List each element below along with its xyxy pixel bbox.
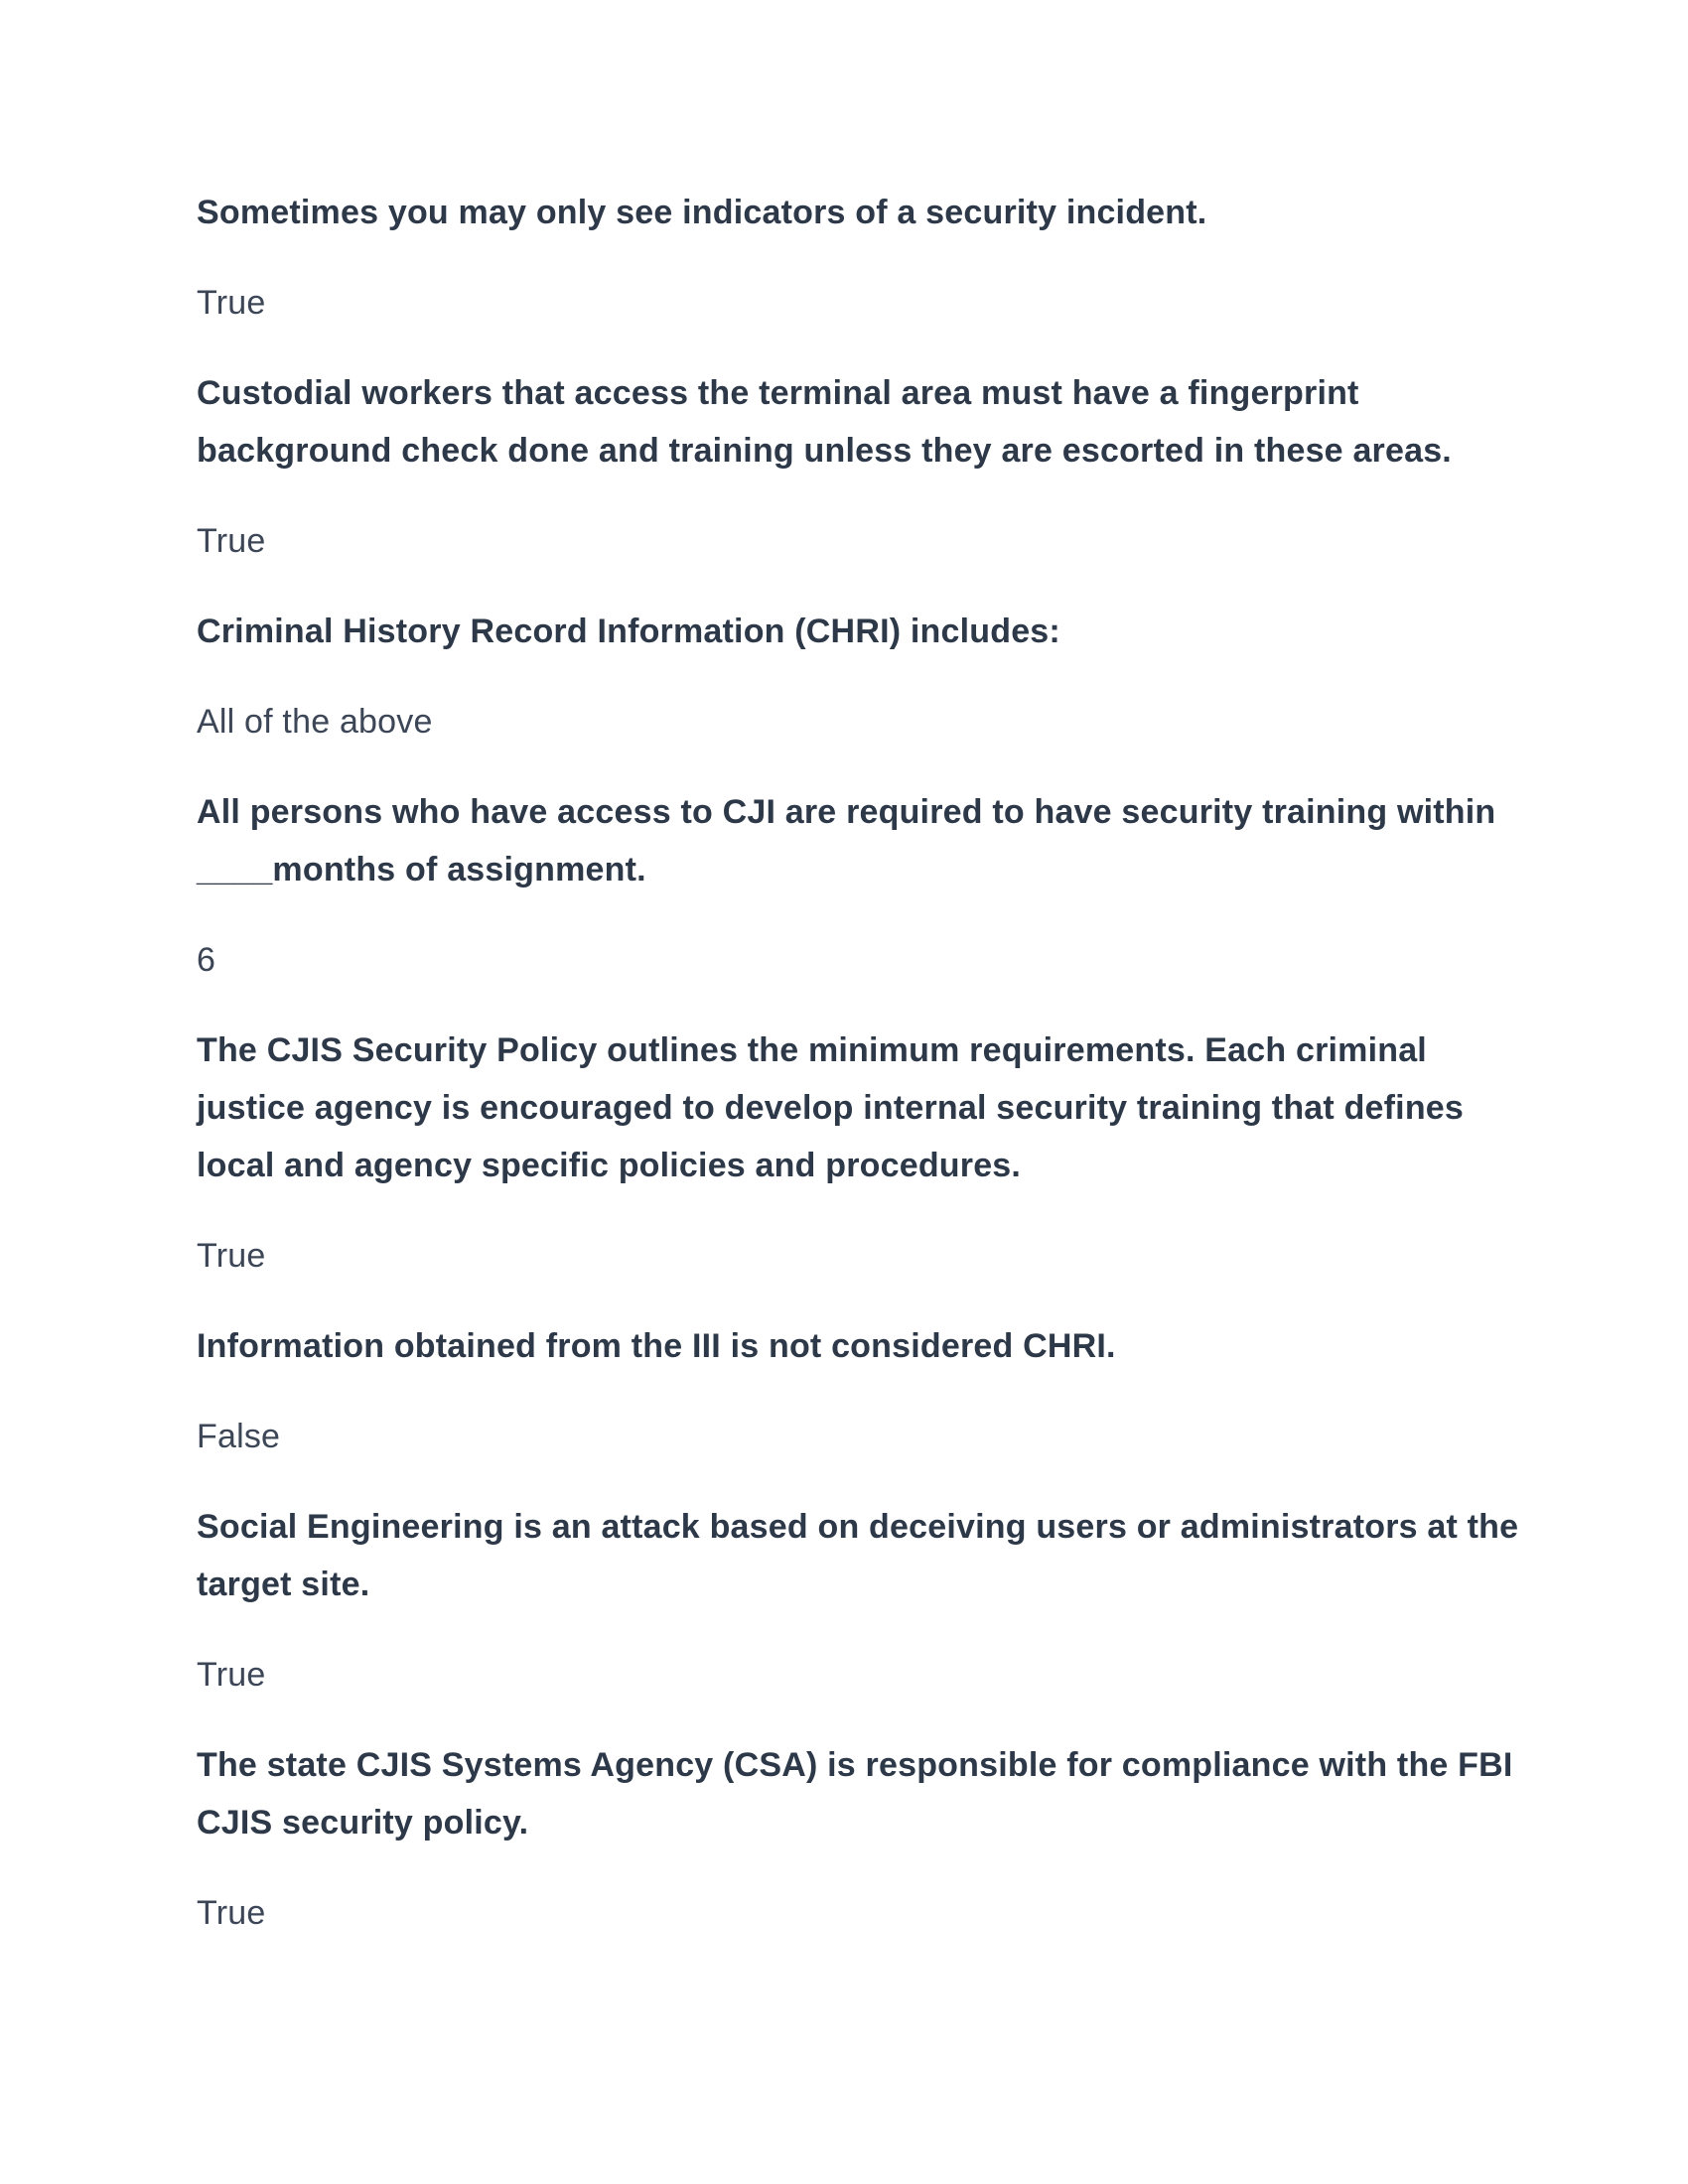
- answer-paragraph: [197, 512, 1491, 570]
- answer-line: True: [197, 284, 266, 322]
- answer-line: True: [197, 1894, 266, 1932]
- answer-paragraph: [197, 1408, 1491, 1465]
- question-line: Criminal History Record Information (CHRI) includes:: [197, 613, 1060, 650]
- answer-line: True: [197, 1656, 266, 1694]
- question-paragraph: [197, 1022, 1491, 1194]
- question-line-with-blank: ____months of assignment.: [197, 851, 646, 888]
- question-paragraph: [197, 603, 1491, 660]
- answer-paragraph: [197, 1227, 1491, 1285]
- answer-line: True: [197, 522, 266, 560]
- answer-line: 6: [197, 941, 216, 979]
- question-line: Sometimes you may only see indicators of a security incident.: [197, 194, 1207, 231]
- question-line: Information obtained from the III is not considered CHRI.: [197, 1327, 1116, 1365]
- question-line: All persons who have access to CJI are required to have security training within: [197, 793, 1496, 831]
- answer-paragraph: [197, 1646, 1491, 1704]
- question-paragraph: [197, 783, 1496, 898]
- answer-paragraph: [197, 1884, 1491, 1942]
- question-line: Social Engineering is an attack based on deceiving users or administrators at the: [197, 1508, 1519, 1546]
- answer-line: True: [197, 1237, 266, 1275]
- question-paragraph: [197, 1498, 1519, 1613]
- question-line: Custodial workers that access the terminal area must have a fingerprint: [197, 374, 1359, 412]
- question-paragraph: [197, 184, 1491, 241]
- question-paragraph: [197, 1736, 1513, 1851]
- question-line: The state CJIS Systems Agency (CSA) is responsible for compliance with the FBI: [197, 1746, 1513, 1784]
- answer-paragraph: [197, 274, 1491, 332]
- question-line: The CJIS Security Policy outlines the minimum requirements. Each criminal: [197, 1031, 1427, 1069]
- question-paragraph: [197, 1317, 1491, 1375]
- answer-paragraph: [197, 693, 1491, 751]
- question-paragraph: [197, 364, 1491, 479]
- answer-line: False: [197, 1418, 281, 1455]
- question-line: background check done and training unless they are escorted in these areas.: [197, 432, 1452, 470]
- answer-paragraph: [197, 931, 1491, 989]
- question-line: CJIS security policy.: [197, 1804, 529, 1842]
- question-line: justice agency is encouraged to develop internal security training that defines: [197, 1089, 1465, 1127]
- question-line: target site.: [197, 1566, 370, 1603]
- answer-line: All of the above: [197, 703, 433, 741]
- question-line: local and agency specific policies and procedures.: [197, 1147, 1022, 1184]
